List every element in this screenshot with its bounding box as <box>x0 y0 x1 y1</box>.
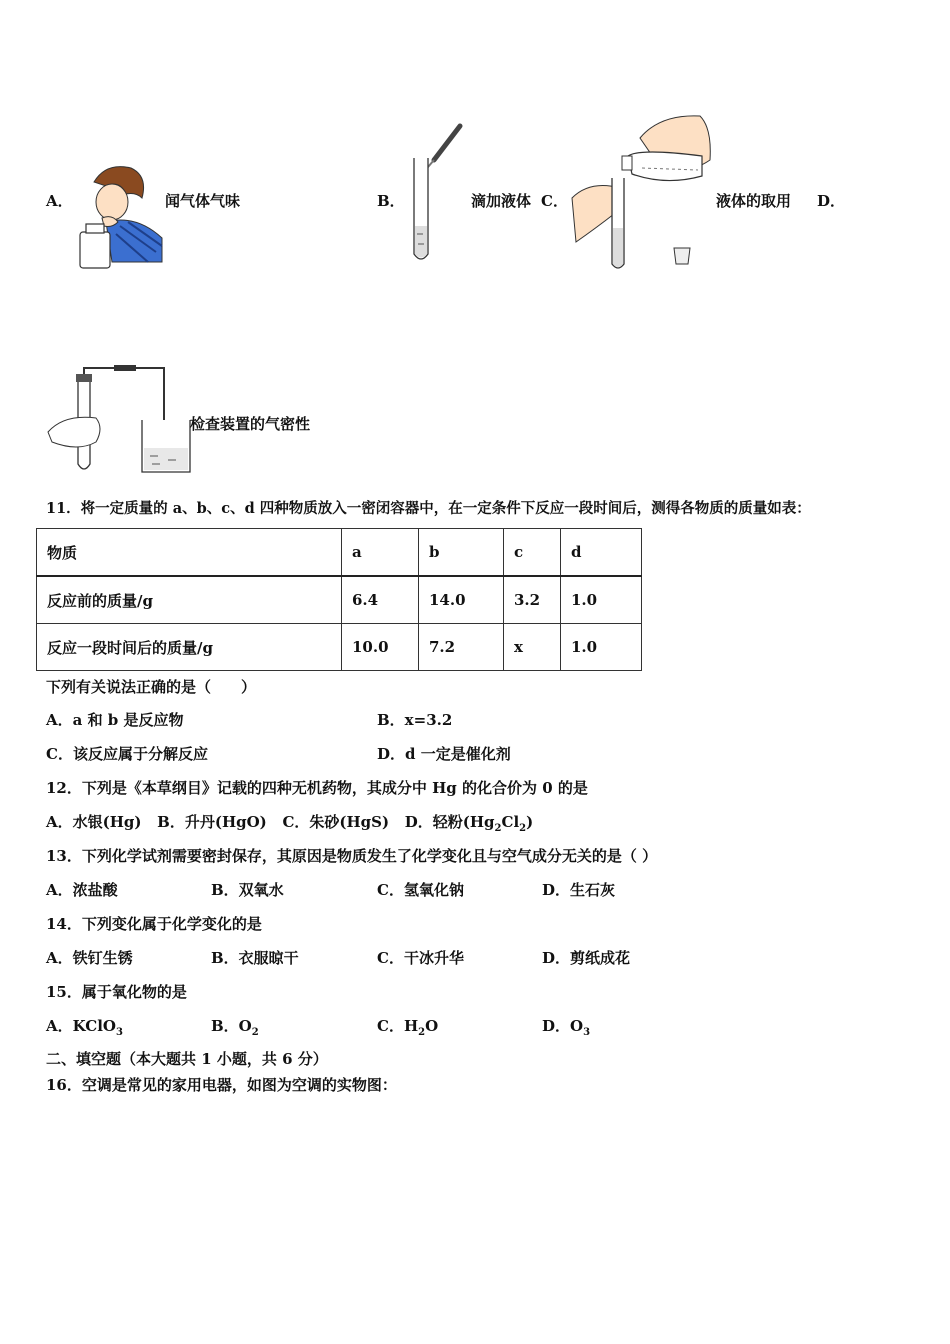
q13-option-b: B．双氧水 <box>211 881 284 899</box>
q11-option-c: C．该反应属于分解反应 <box>46 745 208 763</box>
q13-option-d: D．生石灰 <box>542 881 616 899</box>
q13-option-c: C．氢氧化钠 <box>377 881 464 899</box>
q11-option-d: D．d 一定是催化剂 <box>377 745 511 763</box>
table-cell: 14.0 <box>419 576 504 624</box>
smelling-gas-illustration <box>76 162 166 270</box>
q15-option-a: A．KClO$_3$ <box>46 1017 123 1038</box>
header-cell: b <box>419 529 504 577</box>
header-cell: d <box>561 529 642 577</box>
header-cell: a <box>342 529 419 577</box>
q12-options <box>46 811 533 834</box>
q12-option-b: B．升丹(HgO) <box>157 813 267 831</box>
q11-question: 下列有关说法正确的是（ ） <box>46 678 257 696</box>
option-d-caption: 检查装置的气密性 <box>190 415 311 433</box>
q11-option-b: B．x=3.2 <box>377 711 453 729</box>
table-cell: 6.4 <box>342 576 419 624</box>
q14-option-c: C．干冰升华 <box>377 949 464 967</box>
section-title: 二、填空题（本大题共 1 小题，共 6 分） <box>46 1050 328 1068</box>
option-b-caption: 滴加液体 <box>471 192 532 210</box>
q12-option-d: D．轻粉$(Hg_2Cl_2)$ <box>404 813 534 834</box>
q13-stem: 13．下列化学试剂需要密封保存，其原因是物质发生了化学变化且与空气成分无关的是（ ） <box>46 847 658 865</box>
table-cell: 7.2 <box>419 624 504 671</box>
table-row <box>37 576 642 624</box>
q13-option-a: A．浓盐酸 <box>46 881 118 899</box>
option-a-label: A． <box>46 192 73 210</box>
dropper-tube-illustration <box>410 118 470 264</box>
airtightness-check-illustration <box>44 368 192 478</box>
option-b-label: B． <box>377 192 405 210</box>
q12-option-c: C．朱砂(HgS) <box>282 813 390 831</box>
header-cell: 物质 <box>37 529 342 577</box>
option-c-caption: 液体的取用 <box>716 192 792 210</box>
q12-option-a: A．水银(Hg) <box>46 813 142 831</box>
option-c-label: C． <box>541 192 568 210</box>
q15-option-c: C．$H_2O$ <box>377 1017 439 1038</box>
table-row <box>37 624 642 671</box>
table-cell: 10.0 <box>342 624 419 671</box>
q14-option-b: B．衣服晾干 <box>211 949 299 967</box>
pouring-liquid-illustration <box>570 108 716 272</box>
table-cell: 反应前的质量/g <box>37 576 342 624</box>
q12-stem: 12．下列是《本草纲目》记载的四种无机药物，其成分中 Hg 的化合价为 0 的是 <box>46 779 588 797</box>
table-cell: x <box>504 624 561 671</box>
table-cell: 反应一段时间后的质量/g <box>37 624 342 671</box>
q11-option-a: A．a 和 b 是反应物 <box>46 711 184 729</box>
header-cell: c <box>504 529 561 577</box>
q14-option-d: D．剪纸成花 <box>542 949 631 967</box>
q11-table <box>36 528 642 671</box>
q14-stem: 14．下列变化属于化学变化的是 <box>46 915 262 933</box>
q14-option-a: A．铁钉生锈 <box>46 949 133 967</box>
table-cell: 1.0 <box>561 576 642 624</box>
q16-stem: 16．空调是常见的家用电器，如图为空调的实物图： <box>46 1076 397 1094</box>
option-d-label: D． <box>817 192 846 210</box>
table-cell: 1.0 <box>561 624 642 671</box>
q15-option-b: B．$O_2$ <box>211 1017 259 1038</box>
q15-option-d: D．$O_3$ <box>542 1017 591 1038</box>
table-header-row <box>37 529 642 577</box>
q11-stem: 11．将一定质量的 a、b、c、d 四种物质放入一密闭容器中，在一定条件下反应一段时间后，测得各物质的质量如表： <box>46 500 811 517</box>
q15-stem: 15．属于氧化物的是 <box>46 983 187 1001</box>
option-a-caption: 闻气体气味 <box>165 192 241 210</box>
table-cell: 3.2 <box>504 576 561 624</box>
